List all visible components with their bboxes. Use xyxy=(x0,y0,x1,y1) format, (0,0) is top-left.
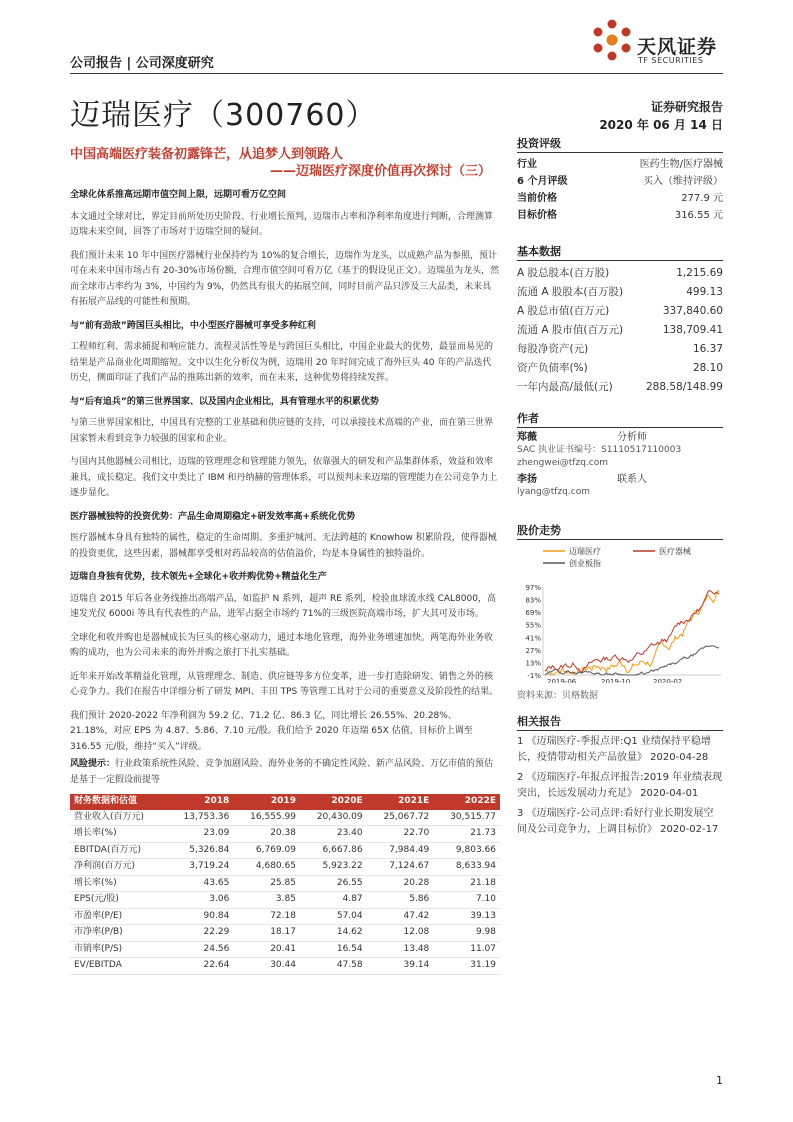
author1-role: 分析师 xyxy=(617,432,647,443)
basic-head: 基本数据 xyxy=(517,243,723,261)
table-cell: 47.42 xyxy=(367,908,434,925)
table-cell: 39.13 xyxy=(433,908,500,925)
table-cell: 39.14 xyxy=(367,958,434,975)
table-row xyxy=(70,925,500,942)
report-category: 公司报告 | 公司深度研究 xyxy=(70,56,214,71)
table-cell: 90.84 xyxy=(167,908,234,925)
table-cell: 43.65 xyxy=(167,875,234,892)
table-row xyxy=(70,842,500,859)
table-row xyxy=(70,875,500,892)
chart-head: 股价走势 xyxy=(517,522,723,540)
x-tick-label: 2019-06 xyxy=(547,678,577,683)
table-cell: 20,430.09 xyxy=(300,810,367,826)
y-tick-label: 83% xyxy=(525,596,541,605)
invest-key: 6 个月评级 xyxy=(517,176,568,187)
table-cell: 20.38 xyxy=(233,826,300,843)
basic-value: 288.58/148.99 xyxy=(645,381,723,393)
table-cell: EBITDA(百万元) xyxy=(70,842,167,859)
table-cell: 6,769.09 xyxy=(233,842,300,859)
table-cell: 47.58 xyxy=(300,958,367,975)
basic-value: 499.13 xyxy=(686,286,723,298)
paragraph: 全球化和收并购也是器械成长为巨头的核心驱动力，通过本地化管理，海外业务增速加快。两笔海外业务收购的成功，也为公司未来的海外并购之旅打下扎实基础。 xyxy=(70,632,494,658)
table-cell: 市净率(P/B) xyxy=(70,925,167,942)
series-line xyxy=(545,591,719,675)
section-heading: 与“后有追兵”的第三世界国家、以及国内企业相比，具有管理水平的积累优势 xyxy=(70,396,379,407)
table-cell: 3.85 xyxy=(233,892,300,909)
section-heading: 迈瑞自身独有优势，技术领先+全球化+收并购优势+精益化生产 xyxy=(70,572,327,582)
table-cell: 6,667.86 xyxy=(300,842,367,859)
table-cell: 7,124.67 xyxy=(367,859,434,876)
paragraph: 与第三世界国家相比，中国具有完整的工业基础和供应链的支持，可以承接技术高端的产业，而在第三世界国家暂未看到竞争力较强的国家和企业。 xyxy=(70,418,494,444)
table-cell: 25,067.72 xyxy=(367,810,434,826)
table-cell: 4,680.65 xyxy=(233,859,300,876)
table-header-cell: 2020E xyxy=(300,794,367,810)
report-type: 证券研究报告 xyxy=(650,100,723,114)
table-cell: 22.29 xyxy=(167,925,234,942)
table-cell: 16,555.99 xyxy=(233,810,300,826)
table-header-cell: 2022E xyxy=(433,794,500,810)
basic-key: 流通 A 股股本(百万股) xyxy=(517,286,624,298)
table-cell: 12.08 xyxy=(367,925,434,942)
author1-name: 郑薇 xyxy=(517,432,537,443)
risk-warning xyxy=(70,757,500,788)
invest-row xyxy=(517,173,723,190)
y-tick-label: -1% xyxy=(527,672,541,680)
paragraph: 近年来开始改革精益化管理，从管理理念、制造、供应链等多方位变革，进一步打造除研发、销售之外的核心竞争力。我们在报告中详细分析了研发 MPI、丰田 TPS 等管理工具对于公司的重要意义及阶段性的结果。 xyxy=(70,671,499,697)
subtitle-line1: 中国高端医疗装备初露锋芒，从追梦人到领路人 xyxy=(70,147,344,162)
basic-value: 138,709.41 xyxy=(662,324,723,336)
table-row xyxy=(70,810,500,826)
table-cell: 5.86 xyxy=(367,892,434,909)
table-cell: 5,326.84 xyxy=(167,842,234,859)
invest-row xyxy=(517,190,723,207)
table-row xyxy=(70,892,500,909)
basic-row xyxy=(517,283,723,302)
investment-rating xyxy=(517,135,723,224)
table-cell: 25.85 xyxy=(233,875,300,892)
header-divider xyxy=(70,73,723,74)
invest-key: 当前价格 xyxy=(517,193,557,204)
financial-table xyxy=(70,794,500,975)
table-cell: 57.04 xyxy=(300,908,367,925)
table-cell: 营业收入(百万元) xyxy=(70,810,167,826)
y-tick-label: 97% xyxy=(525,584,541,592)
table-header-cell: 2021E xyxy=(367,794,434,810)
y-tick-label: 27% xyxy=(525,646,541,655)
invest-key: 行业 xyxy=(517,159,537,170)
author1-cert: SAC 执业证书编号：S1110517110003 xyxy=(517,445,682,455)
invest-key: 目标价格 xyxy=(517,210,557,221)
basic-value: 28.10 xyxy=(692,362,723,374)
paragraph: 我们预计 2020-2022 年净利润为 59.2 亿、71.2 亿、86.3 亿，同比增长 26.55%、20.28%、21.18%，对应 EPS 为 4.87、5.86、7.10 元/股。我们给予 2020 年迈瑞 65X 估值，目标价上调至 316.55 元/股，维持“买入”评级。 xyxy=(70,710,473,752)
table-cell: EV/EBITDA xyxy=(70,958,167,975)
basic-key: 资产负债率(%) xyxy=(517,362,588,374)
invest-head: 投资评级 xyxy=(517,135,723,153)
page-number: 1 xyxy=(716,1074,723,1087)
table-cell: 30.44 xyxy=(233,958,300,975)
table-cell: 23.09 xyxy=(167,826,234,843)
paragraph: 与国内其他器械公司相比，迈瑞的管理理念和管理能力领先，依靠强大的研发和产品集群体系，效益和效率兼具，成长稳定。我们文中类比了 IBM 和丹纳赫的管理体系，可以预判未来迈瑞的管理能力在公司竞争力上逐步显化。 xyxy=(70,457,498,498)
table-cell: 26.55 xyxy=(300,875,367,892)
paragraph: 本文通过全球对比，界定目前所处历史阶段、行业增长预判，迈瑞市占率和净利率角度进行判断，合理测算迈瑞未来空间，回答了市场对于迈瑞空间的疑问。 xyxy=(70,211,494,237)
invest-value: 医药生物/医疗器械 xyxy=(639,159,723,170)
table-cell: 21.18 xyxy=(433,875,500,892)
related-report-item[interactable]: 2 《迈瑞医疗-年报点评报告:2019 年业绩表现突出，长远发展动力充足》 2020-04-01 xyxy=(517,772,723,799)
basic-row xyxy=(517,302,723,321)
table-cell: 14.62 xyxy=(300,925,367,942)
x-tick-label: 2020-02 xyxy=(653,678,683,683)
table-row xyxy=(70,826,500,843)
x-tick-label: 2019-10 xyxy=(601,678,631,683)
risk-label: 风险提示： xyxy=(70,759,116,769)
basic-value: 337,840.60 xyxy=(662,305,723,317)
related-report-item[interactable]: 3 《迈瑞医疗-公司点评:看好行业长期发展空间及公司竞争力，上调目标价》 2020-02-17 xyxy=(517,808,719,835)
table-header-cell: 2018 xyxy=(167,794,234,810)
table-cell: 7,984.49 xyxy=(367,842,434,859)
basic-key: 每股净资产(元) xyxy=(517,343,589,355)
table-cell: 20.28 xyxy=(367,875,434,892)
invest-value: 316.55 元 xyxy=(674,210,723,221)
author2-email: lyang@tfzq.com xyxy=(517,487,590,497)
table-cell: 增长率(%) xyxy=(70,826,167,843)
chart-source: 资料来源：贝格数据 xyxy=(517,691,599,701)
paragraph: 迈瑞自 2015 年后各业务线推出高端产品，如监护 N 系列，超声 RE 系列，检验血球流水线 CAL8000，高速发光仪 6000i 等具有代表性的产品，进军占据全市场约 71%的三级医院高端市场，扩大其可及市场。 xyxy=(70,593,496,619)
authors-block xyxy=(517,410,723,499)
author2-name: 李扬 xyxy=(517,474,537,485)
basic-key: A 股总股本(百万股) xyxy=(517,267,610,279)
table-cell: 16.54 xyxy=(300,941,367,958)
price-chart xyxy=(517,543,723,683)
table-cell: 13,753.36 xyxy=(167,810,234,826)
table-cell: 13.48 xyxy=(367,941,434,958)
paragraph: 我们预计未来 10 年中国医疗器械行业保持约为 10%的复合增长，迈瑞作为龙头，以成熟产品为参照，预计可在未来中国市场占有 20-30%市场份额，合理市值空间可看万亿（基于的假设见正文）。迈瑞虽为龙头，然而全球市占率约为 3%，中国约为 9%，仍然具有很大的拓展空间，同时目前产品只涉及三大品类，未来具有拓展产品线的可能性和预期。 xyxy=(70,250,500,307)
table-row xyxy=(70,859,500,876)
section-heading: 与“前有劲敌”跨国巨头相比，中小型医疗器械可享受多种红利 xyxy=(70,320,316,331)
table-cell: 72.18 xyxy=(233,908,300,925)
authors-head: 作者 xyxy=(517,410,723,428)
invest-value: 买入（维持评级） xyxy=(643,176,723,187)
table-cell: 24.56 xyxy=(167,941,234,958)
related-head: 相关报告 xyxy=(517,713,723,731)
table-cell: 市销率(P/S) xyxy=(70,941,167,958)
table-cell: 22.70 xyxy=(367,826,434,843)
logo-english: TF SECURITIES xyxy=(638,56,704,65)
table-cell: 净利润(百万元) xyxy=(70,859,167,876)
table-cell: 8,633.94 xyxy=(433,859,500,876)
price-chart-block xyxy=(517,522,723,701)
basic-row xyxy=(517,321,723,340)
logo-name: 天风证券 xyxy=(637,36,718,58)
table-cell: 9.98 xyxy=(433,925,500,942)
author1-email: zhengwei@tfzq.com xyxy=(517,458,608,468)
table-cell: 31.19 xyxy=(433,958,500,975)
table-cell: 4.87 xyxy=(300,892,367,909)
legend-label: 迈瑞医疗 xyxy=(569,547,601,556)
invest-row xyxy=(517,207,723,224)
paragraph: 工程师红利、需求捕捉和响应能力、流程灵活性等是与跨国巨头相比，中国企业最大的优势，最显而易见的结果是产品商业化周期缩短。文中以生化分析仪为例，迈瑞用 20 年时间完成了海外巨头 40 年的产品迭代历史，侧面印证了我们产品的推陈出新的效率，而在未来，这种优势将持续发挥。 xyxy=(70,342,494,383)
basic-data xyxy=(517,243,723,397)
basic-key: 流通 A 股市值(百万元) xyxy=(517,324,624,336)
y-tick-label: 69% xyxy=(525,609,541,618)
related-report-item[interactable]: 1 《迈瑞医疗-季报点评:Q1 业绩保持平稳增长，疫情带动相关产品放量》 2020-04-28 xyxy=(517,736,711,763)
table-cell: 增长率(%) xyxy=(70,875,167,892)
invest-row xyxy=(517,156,723,173)
y-tick-label: 13% xyxy=(525,659,541,668)
table-cell: 22.64 xyxy=(167,958,234,975)
section-heading: 全球化体系推高远期市值空间上限，远期可看万亿空间 xyxy=(70,190,287,200)
basic-row xyxy=(517,378,723,397)
invest-value: 277.9 元 xyxy=(681,193,723,204)
table-row xyxy=(70,941,500,958)
table-cell: 3.06 xyxy=(167,892,234,909)
paragraph: 医疗器械本身具有独特的属性，稳定的生命周期、多重护城河、无法跨越的 Knowhow 积累阶段，使得器械的投资更优，这些因素，器械都享受相对药品较高的估值溢价，均是本身属性的独特溢价。 xyxy=(70,533,497,559)
table-cell: 5,923.22 xyxy=(300,859,367,876)
legend-label: 创业板指 xyxy=(569,559,601,568)
table-cell: 7.10 xyxy=(433,892,500,909)
table-cell: EPS(元/股) xyxy=(70,892,167,909)
table-cell: 23.40 xyxy=(300,826,367,843)
y-tick-label: 41% xyxy=(525,634,541,643)
series-line xyxy=(545,591,719,674)
table-cell: 市盈率(P/E) xyxy=(70,908,167,925)
basic-key: A 股总市值(百万元) xyxy=(517,305,610,317)
table-cell: 18.17 xyxy=(233,925,300,942)
legend-label: 医疗器械 xyxy=(659,547,691,556)
table-header-cell: 2019 xyxy=(233,794,300,810)
risk-text: 行业政策系统性风险、竞争加剧风险、海外业务的不确定性风险、新产品风险、万亿市值的预估是基于一定假设前提等 xyxy=(70,759,494,785)
basic-row xyxy=(517,359,723,378)
table-cell: 20.41 xyxy=(233,941,300,958)
basic-row xyxy=(517,264,723,283)
y-tick-label: 55% xyxy=(525,621,541,630)
related-reports xyxy=(517,713,723,842)
table-header-cell: 财务数据和估值 xyxy=(70,794,167,810)
basic-row xyxy=(517,340,723,359)
subtitle-line2: ——迈瑞医疗深度价值再次探讨（三） xyxy=(270,164,492,179)
report-date: 2020 年 06 月 14 日 xyxy=(599,118,723,132)
basic-key: 一年内最高/最低(元) xyxy=(517,381,613,393)
table-cell: 3,719.24 xyxy=(167,859,234,876)
report-title: 迈瑞医疗（300760） xyxy=(70,98,377,133)
table-cell: 11.07 xyxy=(433,941,500,958)
table-cell: 21.73 xyxy=(433,826,500,843)
table-row xyxy=(70,908,500,925)
basic-value: 16.37 xyxy=(692,343,723,355)
table-cell: 9,803.66 xyxy=(433,842,500,859)
basic-value: 1,215.69 xyxy=(676,267,723,279)
table-cell: 30,515.77 xyxy=(433,810,500,826)
table-row xyxy=(70,958,500,975)
tf-logo-icon xyxy=(590,18,634,64)
author2-role: 联系人 xyxy=(617,474,647,485)
main-content xyxy=(70,188,500,975)
section-heading: 医疗器械独特的投资优势：产品生命周期稳定+研发效率高+系统化优势 xyxy=(70,511,356,522)
